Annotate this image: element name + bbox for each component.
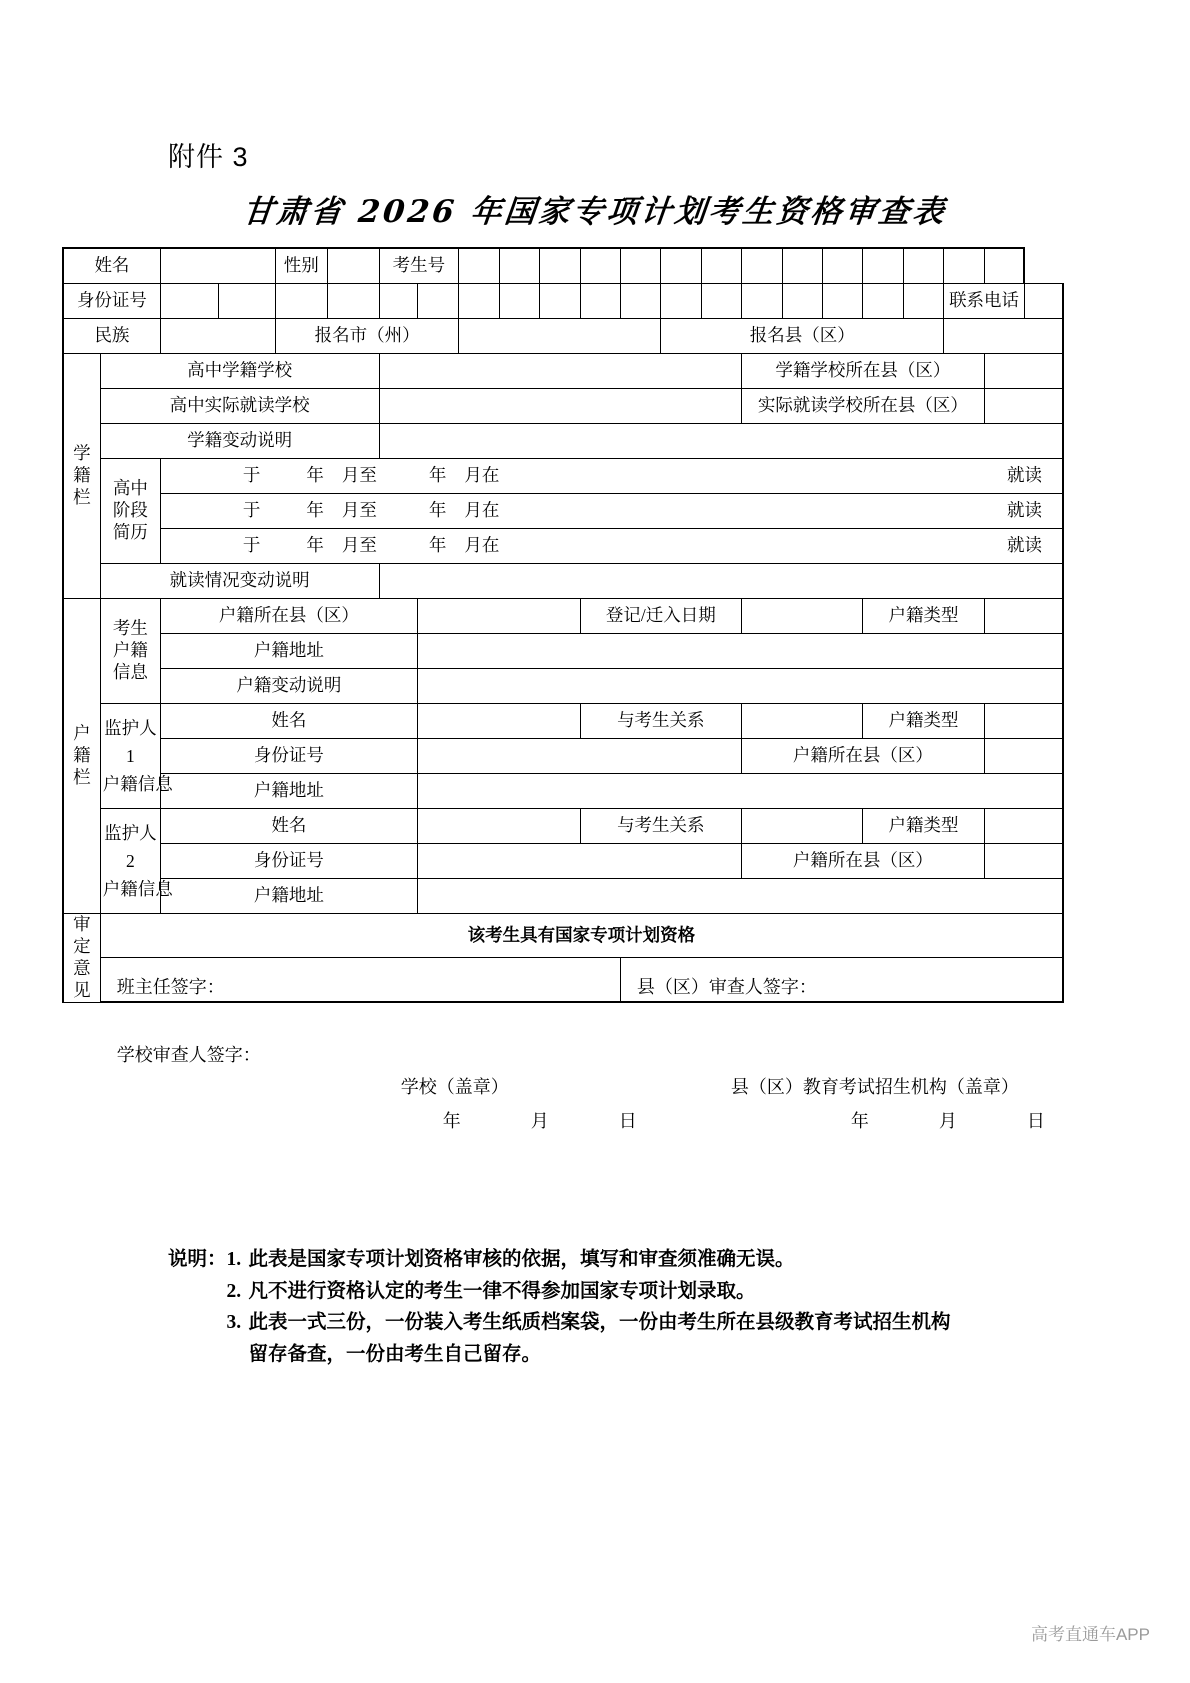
county-seal-date-label: 年 月 日 — [850, 1110, 1071, 1131]
exam-no-box[interactable] — [863, 248, 903, 284]
row-actual-school — [63, 389, 1063, 424]
exam-no-box[interactable] — [620, 248, 660, 284]
page-title: 甘肃省 2026 年国家专项计划考生资格审查表 — [240, 194, 949, 230]
guardian2-id-label: 身份证号 — [160, 844, 417, 879]
attachment-label: 附件 3 — [168, 142, 249, 172]
gender-label: 性别 — [275, 248, 327, 284]
id-number-label: 身份证号 — [63, 284, 160, 319]
resume-month-to-label: 月至 — [341, 465, 377, 486]
actual-school-county-field[interactable] — [984, 389, 1063, 424]
note-item — [227, 1307, 951, 1339]
id-box[interactable] — [417, 284, 458, 319]
id-box[interactable] — [379, 284, 417, 319]
id-box[interactable] — [822, 284, 862, 319]
candidate-household-label: 考生 户籍 信息 — [100, 599, 160, 704]
gender-value-field[interactable] — [327, 248, 379, 284]
notes-heading: 说明： — [168, 1249, 227, 1270]
guardian2-label: 监护人 2 户籍信息 — [100, 809, 160, 914]
guardian2-household-county-field[interactable] — [984, 844, 1063, 879]
candidate-household-change-field[interactable] — [417, 669, 1063, 704]
id-box[interactable] — [275, 284, 327, 319]
resume-study-label: 就读 — [1007, 535, 1042, 556]
ethnicity-value-field[interactable] — [160, 319, 275, 354]
resume-section-label: 高中 阶段 简历 — [100, 459, 160, 564]
guardian2-household-type-field[interactable] — [984, 809, 1063, 844]
resume-month-to-label: 月至 — [341, 535, 377, 556]
guardian2-name-field[interactable] — [417, 809, 580, 844]
row-resume-1 — [63, 459, 1063, 494]
exam-no-box[interactable] — [822, 248, 862, 284]
resume-yu-label: 于 — [242, 465, 261, 486]
guardian2-household-county-label: 户籍所在县（区） — [742, 844, 984, 879]
actual-school-label: 高中实际就读学校 — [100, 389, 379, 424]
note-text-continuation: 留存备查，一份由考生自己留存。 — [248, 1343, 542, 1365]
candidate-household-change-label: 户籍变动说明 — [160, 669, 417, 704]
highschool-registry-label: 高中学籍学校 — [100, 354, 379, 389]
candidate-household-address-label: 户籍地址 — [160, 634, 417, 669]
guardian2-relation-label: 与考生关系 — [580, 809, 742, 844]
exam-no-box[interactable] — [661, 248, 701, 284]
row-guardian1-name — [63, 704, 1063, 739]
guardian2-name-label: 姓名 — [160, 809, 417, 844]
id-box[interactable] — [580, 284, 620, 319]
school-signature-block[interactable] — [100, 957, 663, 1131]
guardian1-relation-field[interactable] — [742, 704, 863, 739]
row-guardian1-id — [63, 739, 1063, 774]
guardian2-address-label: 户籍地址 — [160, 879, 417, 914]
section-label-verdict: 审 定 意 见 — [63, 914, 100, 1003]
exam-no-box[interactable] — [742, 248, 782, 284]
exam-no-box[interactable] — [782, 248, 822, 284]
row-registry-change-note — [63, 424, 1063, 459]
row-guardian2-address — [63, 879, 1063, 914]
ethnicity-label: 民族 — [63, 319, 160, 354]
candidate-household-county-label: 户籍所在县（区） — [160, 599, 417, 634]
resume-entry-row[interactable] — [160, 459, 1063, 494]
id-box[interactable] — [863, 284, 903, 319]
id-box[interactable] — [218, 284, 275, 319]
section-label-household: 户 籍 栏 — [63, 599, 100, 914]
guardian1-name-field[interactable] — [417, 704, 580, 739]
guardian2-id-field[interactable] — [417, 844, 741, 879]
exam-number-label: 考生号 — [379, 248, 459, 284]
registration-county-field[interactable] — [944, 319, 1063, 354]
row-resume-2 — [63, 494, 1063, 529]
id-box[interactable] — [459, 284, 499, 319]
resume-month-to-label: 月至 — [341, 500, 377, 521]
resume-year-start-label: 年 — [306, 465, 324, 486]
resume-month-at-label: 月在 — [464, 535, 500, 556]
note-text: 凡不进行资格认定的考生一律不得参加国家专项计划录取。 — [248, 1280, 756, 1302]
guardian1-address-label: 户籍地址 — [160, 774, 417, 809]
guardian1-household-county-field[interactable] — [984, 739, 1063, 774]
id-box[interactable] — [620, 284, 660, 319]
resume-month-at-label: 月在 — [464, 500, 500, 521]
study-change-note-field[interactable] — [379, 564, 1063, 599]
resume-year-end-label: 年 — [428, 465, 447, 486]
guardian1-id-label: 身份证号 — [160, 739, 417, 774]
resume-year-end-label: 年 — [428, 535, 447, 556]
highschool-registry-field[interactable] — [379, 354, 742, 389]
note-text: 此表一式三份，一份装入考生纸质档案袋，一份由考生所在县级教育考试招生机构 — [248, 1312, 951, 1334]
resume-year-start-label: 年 — [306, 535, 324, 556]
exam-no-box[interactable] — [701, 248, 741, 284]
guardian2-household-type-label: 户籍类型 — [863, 809, 984, 844]
resume-study-label: 就读 — [1007, 465, 1042, 486]
id-box[interactable] — [701, 284, 741, 319]
household-type-field[interactable] — [984, 599, 1063, 634]
note-number: 2. — [226, 1280, 242, 1302]
guardian1-id-field[interactable] — [417, 739, 741, 774]
county-signature-block[interactable] — [620, 957, 1071, 1131]
study-change-note-label: 就读情况变动说明 — [100, 564, 379, 599]
verdict-statement: 该考生具有国家专项计划资格 — [100, 914, 1063, 958]
row-basic-info — [63, 248, 1063, 284]
school-seal-label: 学校（盖章） — [400, 1076, 509, 1097]
note-item — [227, 1276, 951, 1308]
school-seal-date-label: 年 月 日 — [442, 1110, 663, 1131]
row-resume-3 — [63, 529, 1063, 564]
row-ethnicity-registration — [63, 319, 1063, 354]
resume-yu-label: 于 — [242, 535, 261, 556]
notes-block — [168, 1244, 1068, 1370]
row-guardian2-id — [63, 844, 1063, 879]
actual-school-field[interactable] — [379, 389, 742, 424]
phone-label: 联系电话 — [944, 284, 1025, 319]
resume-study-label: 就读 — [1007, 500, 1042, 521]
resume-year-start-label: 年 — [306, 500, 324, 521]
resume-entry-row[interactable] — [160, 494, 1063, 529]
resume-year-end-label: 年 — [428, 500, 447, 521]
watermark: 高考直通车APP — [1030, 1625, 1150, 1644]
id-box[interactable] — [540, 284, 580, 319]
id-box[interactable] — [903, 284, 943, 319]
actual-school-county-label: 实际就读学校所在县（区） — [742, 389, 984, 424]
row-school-registry — [63, 354, 1063, 389]
exam-no-box[interactable] — [984, 248, 1024, 284]
household-type-label: 户籍类型 — [863, 599, 984, 634]
row-id-number — [63, 284, 1063, 319]
row-guardian2-name — [63, 809, 1063, 844]
exam-no-box[interactable] — [540, 248, 580, 284]
id-box[interactable] — [782, 284, 822, 319]
registration-city-label: 报名市（州） — [275, 319, 458, 354]
note-number: 3. — [226, 1312, 242, 1334]
row-guardian1-address — [63, 774, 1063, 809]
guardian1-household-county-label: 户籍所在县（区） — [742, 739, 984, 774]
note-text: 此表是国家专项计划资格审核的依据，填写和审查须准确无误。 — [248, 1249, 795, 1270]
phone-value-field[interactable] — [1024, 284, 1063, 319]
exam-no-box[interactable] — [903, 248, 943, 284]
row-candidate-household-address — [63, 634, 1063, 669]
row-verdict-signatures — [63, 957, 1063, 1002]
candidate-household-county-field[interactable] — [417, 599, 580, 634]
id-box[interactable] — [661, 284, 701, 319]
id-box[interactable] — [327, 284, 379, 319]
row-verdict-statement — [63, 914, 1063, 958]
guardian2-relation-field[interactable] — [742, 809, 863, 844]
candidate-household-address-field[interactable] — [417, 634, 1063, 669]
exam-no-box[interactable] — [459, 248, 499, 284]
note-number: 1. — [226, 1249, 242, 1270]
resume-entry-row[interactable] — [160, 529, 1063, 564]
name-value-field[interactable] — [160, 248, 275, 284]
exam-no-box[interactable] — [580, 248, 620, 284]
guardian1-household-type-field[interactable] — [984, 704, 1063, 739]
note-item — [227, 1244, 951, 1276]
guardian1-relation-label: 与考生关系 — [580, 704, 742, 739]
name-label: 姓名 — [63, 248, 160, 284]
section-label-school-registry: 学 籍 栏 — [63, 354, 100, 599]
guardian2-address-field[interactable] — [417, 879, 1063, 914]
id-box[interactable] — [160, 284, 218, 319]
county-seal-label: 县（区）教育考试招生机构（盖章） — [730, 1076, 1019, 1097]
row-candidate-household-change — [63, 669, 1063, 704]
qualification-form — [62, 247, 1071, 1131]
county-reviewer-signature-label: 县（区）审查人签字： — [636, 976, 817, 997]
registry-school-county-label: 学籍学校所在县（区） — [742, 354, 984, 389]
registry-change-note-label: 学籍变动说明 — [100, 424, 379, 459]
household-register-date-field[interactable] — [742, 599, 863, 634]
id-box[interactable] — [499, 284, 539, 319]
exam-no-box[interactable] — [499, 248, 539, 284]
registry-school-county-field[interactable] — [984, 354, 1063, 389]
row-candidate-household-county — [63, 599, 1063, 634]
resume-yu-label: 于 — [242, 500, 261, 521]
exam-no-box[interactable] — [944, 248, 984, 284]
guardian1-name-label: 姓名 — [160, 704, 417, 739]
registration-county-label: 报名县（区） — [661, 319, 944, 354]
row-study-change-note — [63, 564, 1063, 599]
household-register-date-label: 登记/迁入日期 — [580, 599, 742, 634]
id-box[interactable] — [742, 284, 782, 319]
teacher-signature-label: 班主任签字： — [116, 976, 225, 997]
guardian1-household-type-label: 户籍类型 — [863, 704, 984, 739]
guardian1-label: 监护人 1 户籍信息 — [100, 704, 160, 809]
registration-city-field[interactable] — [459, 319, 661, 354]
registry-change-note-field[interactable] — [379, 424, 1063, 459]
school-reviewer-signature-label: 学校审查人签字： — [116, 1044, 261, 1065]
resume-month-at-label: 月在 — [464, 465, 500, 486]
guardian1-address-field[interactable] — [417, 774, 1063, 809]
